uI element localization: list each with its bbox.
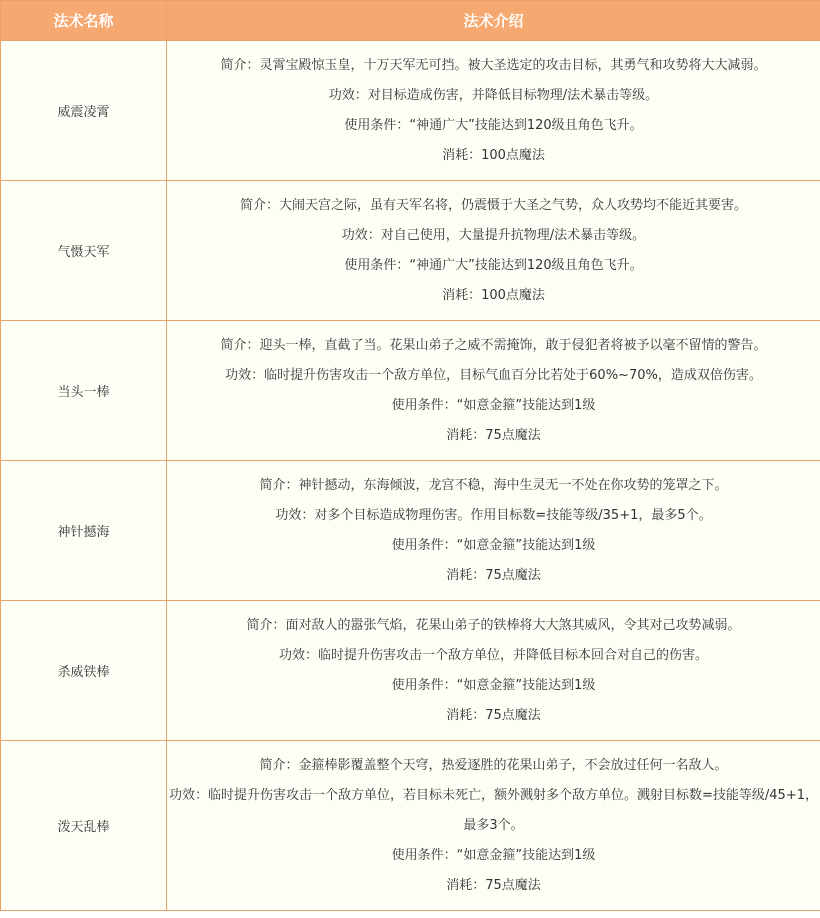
- skill-name-cell: 威震凌霄: [1, 41, 167, 181]
- skill-intro: 简介：面对敌人的嚣张气焰，花果山弟子的铁棒将大大煞其威风，令其对己攻势减弱。: [246, 617, 741, 633]
- skill-condition: 使用条件：“如意金箍”技能达到1级: [391, 537, 596, 553]
- table-header-row: [1, 1, 820, 41]
- skill-effect: 功效：临时提升伤害攻击一个敌方单位，并降低目标本回合对自己的伤害。: [278, 647, 708, 663]
- table-row: [1, 741, 820, 911]
- skill-condition: 使用条件：“神通广大”技能达到120级且角色飞升。: [344, 257, 643, 273]
- skill-desc-cell: [167, 461, 820, 601]
- skill-cost: 消耗：100点魔法: [442, 147, 545, 163]
- skill-desc-cell: [167, 741, 820, 911]
- skill-effect: 功效：对多个目标造成物理伤害。作用目标数=技能等级/35+1，最多5个。: [275, 507, 712, 523]
- skill-intro: 简介：大闹天宫之际，虽有天军名将，仍震慑于大圣之气势，众人攻势均不能近其要害。: [239, 197, 747, 213]
- header-skill-intro: 法术介绍: [167, 1, 820, 41]
- table-row: [1, 461, 820, 601]
- skill-cost: 消耗：75点魔法: [446, 707, 541, 723]
- header-skill-name: 法术名称: [1, 1, 167, 41]
- skill-effect: 功效：临时提升伤害攻击一个敌方单位，目标气血百分比若处于60%~70%，造成双倍伤害。: [225, 367, 762, 383]
- table-row: [1, 321, 820, 461]
- skill-name-cell: 泼天乱棒: [1, 741, 167, 911]
- skill-desc-cell: [167, 41, 820, 181]
- table-row: [1, 181, 820, 321]
- skill-effect: 功效：对目标造成伤害，并降低目标物理/法术暴击等级。: [328, 87, 659, 103]
- skill-desc-cell: [167, 181, 820, 321]
- skill-intro: 简介：迎头一棒，直截了当。花果山弟子之威不需掩饰，敢于侵犯者将被予以毫不留情的警告。: [220, 337, 767, 353]
- skill-condition: 使用条件：“神通广大”技能达到120级且角色飞升。: [344, 117, 643, 133]
- skill-desc-cell: [167, 601, 820, 741]
- skill-cost: 消耗：75点魔法: [446, 567, 541, 583]
- table-row: [1, 41, 820, 181]
- skill-intro: 简介：灵霄宝殿惊玉皇，十万天军无可挡。被大圣选定的攻击目标，其勇气和攻势将大大减弱。: [220, 57, 767, 73]
- table-row: [1, 601, 820, 741]
- skill-name-cell: 气慑天军: [1, 181, 167, 321]
- skill-name-cell: 神针撼海: [1, 461, 167, 601]
- skill-cost: 消耗：75点魔法: [446, 427, 541, 443]
- skill-condition: 使用条件：“如意金箍”技能达到1级: [391, 397, 596, 413]
- skill-intro: 简介：神针撼动，东海倾波，龙宫不稳，海中生灵无一不处在你攻势的笼罩之下。: [259, 477, 728, 493]
- skill-name-cell: 当头一棒: [1, 321, 167, 461]
- skill-effect: 功效：临时提升伤害攻击一个敌方单位，若目标未死亡，额外溅射多个敌方单位。溅射目标数=技能等级/45+1，最多3个。: [169, 787, 818, 833]
- skill-cost: 消耗：75点魔法: [446, 877, 541, 893]
- skill-condition: 使用条件：“如意金箍”技能达到1级: [391, 847, 596, 863]
- skill-intro: 简介：金箍棒影覆盖整个天穹，热爱逐胜的花果山弟子，不会放过任何一名敌人。: [259, 757, 728, 773]
- skill-cost: 消耗：100点魔法: [442, 287, 545, 303]
- skill-desc-cell: [167, 321, 820, 461]
- skill-effect: 功效：对自己使用，大量提升抗物理/法术暴击等级。: [341, 227, 646, 243]
- skill-condition: 使用条件：“如意金箍”技能达到1级: [391, 677, 596, 693]
- skill-name-cell: 杀威铁棒: [1, 601, 167, 741]
